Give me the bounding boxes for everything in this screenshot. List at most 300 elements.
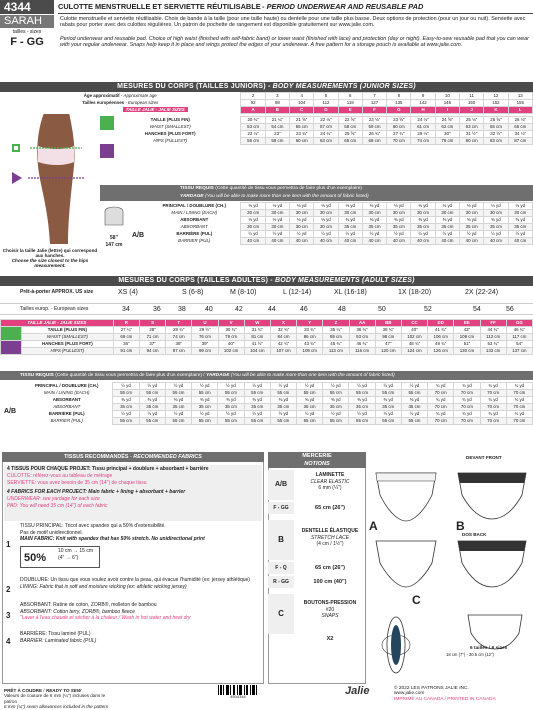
eu-cell: 150 — [460, 100, 484, 107]
row-label: TAILLE (PLUS FIN) — [21, 327, 113, 334]
cell: ¾ yd — [454, 383, 480, 390]
cell: 61 cm — [411, 124, 435, 131]
cell: 30 cm — [290, 210, 314, 217]
cell: 30 cm — [314, 224, 338, 231]
cell: 35 cm — [435, 224, 459, 231]
cell: 35 cm — [323, 404, 349, 411]
cell: 48 ¾" — [401, 341, 427, 348]
cell: 58 cm — [265, 138, 289, 145]
cell: 55 cm — [323, 390, 349, 397]
cell: ½ yd — [338, 231, 362, 238]
cell: 58 cm — [338, 124, 362, 131]
row-label: PRINCIPAL / DOUBLURE (CH.) — [34, 383, 99, 389]
front-label: DEVANT FRONT — [466, 455, 502, 460]
waist-label-en: WAIST (SMALLEST) — [100, 124, 241, 131]
hips-label-en: HIPS (FULLEST) — [100, 138, 241, 145]
choose-size-fr: Choisir la taille Jalie (lettre) qui correspond aux hanches. — [2, 248, 98, 259]
cell: 113 cm — [480, 334, 506, 341]
cell: 56 cm — [241, 138, 265, 145]
cell: 65 cm — [484, 124, 508, 131]
notion-snaps: BOUTONS-PRESSION #20 SNAPS — [303, 600, 357, 619]
cell: 36 ¾" — [349, 327, 375, 334]
age-cell: 7 — [362, 93, 386, 100]
cell: ⅜ yd — [139, 397, 165, 404]
eu-size: 38 — [178, 306, 186, 313]
eu-cell: 98 — [265, 100, 289, 107]
cell: 69 cm — [113, 334, 139, 341]
eu-size: 40 — [205, 306, 213, 313]
cell: 94 cm — [139, 348, 165, 355]
copyright: © 2022 LES PATRONS JALIE INC. www.jalie.com IMPRIMÉ AU CANADA / PRINTED IN CANADA — [394, 686, 496, 702]
table-row — [148, 224, 533, 231]
cell: ½ yd — [435, 231, 459, 238]
cell: 22 ⅛" — [314, 117, 338, 124]
cell: 70 cm — [506, 418, 532, 425]
eu-label: Tailles europ. - European sizes — [20, 306, 89, 312]
cell: Y — [297, 320, 323, 327]
cell: 102 cm — [218, 348, 244, 355]
junior-title-en: BODY MEASUREMENTS (JUNIOR SIZES) — [272, 83, 416, 90]
table-row — [100, 117, 533, 124]
diagram-b: B — [456, 519, 465, 533]
cell: 55 cm — [192, 418, 218, 425]
cell: 49 ¾" — [428, 341, 454, 348]
cell: GG — [506, 320, 532, 327]
us-size: L (12-14) — [283, 289, 312, 296]
cell: ½ yd — [192, 411, 218, 418]
cell: 25 ⅝" — [338, 131, 362, 138]
table-row — [0, 107, 533, 114]
cell: 35 cm — [270, 404, 296, 411]
diagram-a: A — [369, 519, 378, 533]
jalie-cell: E — [338, 107, 362, 114]
cell: 55 cm — [218, 390, 244, 397]
eu-size: 46 — [300, 306, 308, 313]
cell: 30 ¾" — [218, 327, 244, 334]
cell: 30 cm — [265, 210, 289, 217]
cell: 70 cm — [480, 390, 506, 397]
cell: ¾ yd — [428, 397, 454, 404]
cell: 55 cm — [270, 418, 296, 425]
cell: 35 cm — [387, 224, 411, 231]
eu-cell: 127 — [362, 100, 386, 107]
row-label: MAIN / LINING (EACH) — [148, 210, 241, 217]
cell: 70 cm — [480, 418, 506, 425]
fabrics-line: 4 TISSUS POUR CHAQUE PROJET: Tissu principal + doublure + absorbant + barrière — [7, 466, 209, 472]
hips-icon — [1, 341, 22, 355]
cell: 35 cm — [460, 224, 484, 231]
cell: 24 ⅝" — [435, 117, 459, 124]
title-sep: - — [262, 2, 267, 11]
eu-size: 44 — [268, 306, 276, 313]
cell: 32 ¾" — [270, 327, 296, 334]
row-label: BARRIER (PUL) — [21, 418, 113, 425]
cell: 35 cm — [113, 404, 139, 411]
eu-cell: 135 — [387, 100, 411, 107]
cell: 26 ¾" — [362, 131, 386, 138]
cell: 25 ⅝" — [484, 117, 508, 124]
row-label: WAIST (SMALLEST) — [21, 334, 113, 341]
cell: 30 cm — [435, 210, 459, 217]
cell: ¾ yd — [428, 383, 454, 390]
cell: ½ yd — [290, 231, 314, 238]
cell: ⅜ yd — [411, 217, 435, 224]
stretch-percent: 50% — [20, 546, 100, 568]
cell: ⅓ yd — [314, 203, 338, 210]
cell: ⅓ yd — [241, 203, 265, 210]
age-cell: 4 — [290, 93, 314, 100]
cell: 55 cm — [290, 124, 314, 131]
us-size: 1X (18-20) — [398, 289, 432, 296]
row-label: HANCHES (PLUS FORT) — [21, 341, 113, 348]
cell: 35 cm — [508, 224, 532, 231]
cell: 70 cm — [428, 418, 454, 425]
jalie-cell: D — [314, 107, 338, 114]
cell: ⅜ yd — [435, 217, 459, 224]
cell: 27 ¼" — [113, 327, 139, 334]
cell: ½ yd — [508, 231, 532, 238]
cell: CC — [401, 320, 427, 327]
cell: 137 cm — [506, 348, 532, 355]
cell: ½ yd — [244, 383, 270, 390]
cell: 130 cm — [454, 348, 480, 355]
cell: 55 cm — [139, 418, 165, 425]
jalie-cell: K — [484, 107, 508, 114]
cell: 43 ¾" — [297, 341, 323, 348]
cell: ½ yd — [218, 383, 244, 390]
cell: ⅜ yd — [244, 397, 270, 404]
cell: 81 cm — [244, 334, 270, 341]
cell: 30 cm — [484, 210, 508, 217]
cell: 24 ¾" — [314, 131, 338, 138]
cell: 41 ½" — [244, 341, 270, 348]
cell: 26 ⅛" — [508, 117, 532, 124]
cell: X — [270, 320, 296, 327]
cell: 55 cm — [296, 418, 322, 425]
cell: ⅜ yd — [270, 397, 296, 404]
fabric-width-cm: 147 cm — [105, 242, 123, 248]
notion-c: C — [268, 594, 294, 634]
cell: ½ yd — [296, 411, 322, 418]
cell: 55 cm — [270, 390, 296, 397]
cell: ⅓ yd — [338, 203, 362, 210]
eu-cell: 92 — [241, 100, 265, 107]
cell: 107 cm — [270, 348, 296, 355]
back-label: DOS BACK — [462, 532, 487, 537]
cell: 74 cm — [166, 334, 192, 341]
cell: 70 cm — [506, 404, 532, 411]
cell: 116 cm — [349, 348, 375, 355]
cell: 36" — [113, 341, 139, 348]
fabric-number: 2 — [6, 585, 11, 594]
cell: 62 cm — [435, 124, 459, 131]
cell: 70 cm — [454, 390, 480, 397]
cell: ⅓ yd — [411, 203, 435, 210]
table-row — [148, 231, 533, 238]
adult-ab-label: A/B — [4, 408, 17, 415]
cell: 35 ¼" — [323, 327, 349, 334]
cell: 76 cm — [435, 138, 459, 145]
cell: 31 ½" — [460, 131, 484, 138]
cell: 37" — [139, 341, 165, 348]
us-label: Prêt-à-porter APPROX. US size — [20, 289, 94, 295]
age-cell: 5 — [314, 93, 338, 100]
cell: ¾ yd — [454, 397, 480, 404]
cell: 46 ¾" — [349, 341, 375, 348]
jalie-cell: F — [362, 107, 386, 114]
eu-size: 34 — [122, 306, 130, 313]
cell: ⅜ yd — [401, 397, 427, 404]
jalie-cell: A — [241, 107, 265, 114]
row-label: ABSORBANT — [52, 397, 81, 403]
cell: ½ yd — [270, 411, 296, 418]
cell: 35 cm — [401, 404, 427, 411]
cell: ½ yd — [323, 383, 349, 390]
cell: 117 cm — [506, 334, 532, 341]
cell: 57 cm — [314, 124, 338, 131]
eu-cell: 152 — [484, 100, 508, 107]
cell: 84 cm — [270, 334, 296, 341]
adult-title-fr: MESURES DU CORPS (TAILLES ADULTES) — [118, 277, 269, 284]
cell: 60 cm — [290, 138, 314, 145]
fabric-2-text: DOUBLURE: Un tissu que vous voulez avoir contre la peau, qui évacue l'humidité (ex: jersey athlétique) LINING: Fabric that is soft and moisture wicking (ex: athletic wicking jersey) — [20, 577, 250, 590]
cell: EE — [454, 320, 480, 327]
cell: 34 ⅛" — [508, 131, 532, 138]
cell: 35 cm — [244, 404, 270, 411]
table-row — [21, 397, 533, 404]
row-label: ABSORBANT — [21, 404, 113, 411]
cell: 42 ¾" — [270, 341, 296, 348]
title-fr: CULOTTE MENSTRUELLE ET SERVIETTE RÉUTILISABLE — [58, 2, 261, 11]
cell: 35 cm — [165, 404, 191, 411]
cell: 30" — [435, 131, 459, 138]
table-row — [148, 238, 533, 245]
cell: ½ yd — [165, 383, 191, 390]
cell: 55 cm — [323, 418, 349, 425]
cell: 40 cm — [314, 238, 338, 245]
cell: U — [192, 320, 218, 327]
notion-fq: F - Q — [268, 562, 294, 574]
cell: 55 cm — [165, 390, 191, 397]
us-size: XS (4) — [118, 289, 138, 296]
description-fr: Culotte menstruelle et serviette réutilisable. Choix de bande à la taille (pour une taille haute) ou dentelle pour une taille plus basse. Deux options de protection (pour un jour ou nuit). Serviette avec rabats pour porter avec des culottes régulières. Un patron de pochette de rangement est disponible gratuitement sur www.jalie.com. — [60, 16, 526, 29]
cell: 23" — [265, 131, 289, 138]
cell: 30 cm — [241, 210, 265, 217]
junior-measure-table — [100, 116, 533, 145]
cell: ½ yd — [484, 231, 508, 238]
cell: AA — [349, 320, 375, 327]
table-row — [1, 320, 533, 327]
cell: 70 cm — [454, 418, 480, 425]
cell: FF — [480, 320, 506, 327]
cell: 21 ¼" — [265, 117, 289, 124]
cell: 30 cm — [314, 210, 338, 217]
table-row — [1, 327, 533, 334]
cell: ½ yd — [375, 383, 401, 390]
jalie-cell: J — [460, 107, 484, 114]
notion-dentelle: DENTELLE ÉLASTIQUE STRETCH LACE (4 cm / 1½") — [301, 528, 359, 547]
cell: 113 cm — [323, 348, 349, 355]
table-row — [100, 138, 533, 145]
fabric-number: 3 — [6, 611, 11, 620]
cell: 104 cm — [244, 348, 270, 355]
table-row — [21, 390, 533, 397]
cell: ⅓ yd — [387, 203, 411, 210]
diagram-c: C — [412, 593, 421, 607]
notion-fgg: F - GG — [268, 502, 294, 514]
cell: ⅜ yd — [296, 397, 322, 404]
cell: 23 ¾" — [290, 131, 314, 138]
pattern-name: SARAH — [0, 15, 54, 28]
cell: 32 ½" — [484, 131, 508, 138]
age-cell: 12 — [484, 93, 508, 100]
cell: 30 cm — [460, 210, 484, 217]
cell: 40 cm — [338, 238, 362, 245]
fabrics-line: SERVIETTE: vous avez besoin de 35 cm (14") de chaque tissu — [7, 480, 147, 486]
cell: 71 cm — [139, 334, 165, 341]
cell: ½ yd — [270, 383, 296, 390]
cell: 46 ¾" — [506, 327, 532, 334]
cell: 55 cm — [349, 390, 375, 397]
fabric-3-text: ABSORBANT: Ratine de coton, ZORB®, molleton de bambou ABSORBANT: Cotton terry, ZORB®, bamboo fleece "Laver à l'eau chaude et sécher à la chaleur / Wash in hot water and heat dry — [20, 602, 191, 621]
cell: 30 cm — [338, 210, 362, 217]
jalie-label: TAILLE JALIE - JALIE SIZES — [0, 107, 241, 114]
cell: ⅜ yd — [323, 397, 349, 404]
cell: 68 cm — [362, 138, 386, 145]
cell: ⅓ yd — [314, 217, 338, 224]
cell: ⅓ yd — [290, 217, 314, 224]
jalie-cell: C — [290, 107, 314, 114]
fabric-width: 58" — [110, 235, 118, 241]
table-row — [100, 131, 533, 138]
fabric-4-text: BARRIÈRE: Tissu laminé (PUL) BARRIER: Laminated fabric (PUL) — [20, 631, 97, 644]
cell: ¾ yd — [506, 411, 532, 418]
cell: 40 cm — [387, 238, 411, 245]
adult-eu-row — [0, 303, 533, 315]
cell: ⅓ yd — [460, 203, 484, 210]
stretch-guide: 10 cm → 15 cm (4" → 6") — [58, 548, 94, 561]
cell: 63 cm — [314, 138, 338, 145]
us-size: 2X (22-24) — [465, 289, 499, 296]
cell: ½ yd — [349, 383, 375, 390]
cell: ½ yd — [411, 231, 435, 238]
cell: ⅓ yd — [508, 203, 532, 210]
cell: 40 cm — [460, 238, 484, 245]
adult-yardage-header: TISSU REQUIS (Cette quantité de tissu vous permettra de faire plus d'un exemplaire) / YARDAGE (You will be able to make more than one item with the amount of fabric listed) — [0, 371, 533, 380]
cell: 59 cm — [362, 124, 386, 131]
table-row — [1, 341, 533, 348]
cell: 70 cm — [480, 404, 506, 411]
waist-marker — [100, 116, 114, 130]
cell: 23 ⅛" — [362, 117, 386, 124]
cell: 55 cm — [349, 418, 375, 425]
title-bar — [58, 0, 533, 14]
notion-rgg-length: 100 cm (40") — [313, 579, 347, 585]
cell: 55 cm — [139, 390, 165, 397]
cell: ¾ yd — [506, 397, 532, 404]
cell: 35 cm — [338, 224, 362, 231]
cell: 97 cm — [166, 348, 192, 355]
cell: 30 cm — [265, 224, 289, 231]
junior-ab-label: A/B — [132, 232, 145, 239]
row-label: HIPS (FULLEST) — [21, 348, 113, 355]
cell: ⅓ yd — [362, 203, 386, 210]
cell: 29 ½" — [192, 327, 218, 334]
cell: 124 cm — [401, 348, 427, 355]
row-label: MAIN / LINING (EACH) — [21, 390, 113, 397]
cell: 40 cm — [508, 238, 532, 245]
cell: 40 cm — [265, 238, 289, 245]
cell: 33 ¾" — [297, 327, 323, 334]
table-row — [1, 334, 533, 341]
cell: 55 cm — [218, 418, 244, 425]
fabric-1-text: TISSU PRINCIPAL: Tricot avec spandex qui a 50% d'extensibilité. Pas de motif unidirectionnel. MAIN FABRIC: Knit with spandex that has 50% stretch. No unidirectional print — [20, 523, 205, 542]
cell: 35 cm — [484, 224, 508, 231]
cell: 22 ⅝" — [338, 117, 362, 124]
cell: 44 ¾" — [480, 327, 506, 334]
cell: ½ yd — [401, 383, 427, 390]
cell: S — [139, 320, 165, 327]
cell: V — [218, 320, 244, 327]
junior-yardage-table — [148, 202, 533, 245]
cell: 55 cm — [375, 418, 401, 425]
cell: 27 ¾" — [387, 131, 411, 138]
cell: W — [244, 320, 270, 327]
notion-ab: A/B — [268, 470, 294, 500]
sizes-range: F - GG — [10, 36, 44, 48]
cell: 30 cm — [241, 224, 265, 231]
row-label: BARRIÈRE (PUL) — [176, 231, 213, 237]
cell: 35 cm — [362, 224, 386, 231]
cell: 35 cm — [411, 224, 435, 231]
cell: 54" — [506, 341, 532, 348]
choose-size-en: Choose the size closest to the hips measurement. — [11, 258, 89, 269]
row-label: PRINCIPAL / DOUBLURE (CH.) — [162, 203, 226, 209]
cell: 55 cm — [375, 390, 401, 397]
cell: R — [113, 320, 139, 327]
cell: 25 ⅛" — [460, 117, 484, 124]
cell: 30 cm — [290, 224, 314, 231]
hips-marker — [100, 144, 114, 158]
notion-laminette: LAMINETTE CLEAR ELASTIC 6 mm (¼") — [310, 472, 350, 491]
junior-size-table — [0, 92, 533, 114]
cell: ⅜ yd — [218, 397, 244, 404]
cell: ⅜ yd — [165, 397, 191, 404]
cell: ⅜ yd — [349, 397, 375, 404]
row-label: ABSORBANT — [180, 217, 209, 223]
eu-size: 52 — [424, 306, 432, 313]
cell: 126 cm — [428, 348, 454, 355]
table-row — [148, 203, 533, 210]
ready-to-sew: PRÊT À COUDRE / READY TO SEW Valeurs de couture de 6 mm (¼") incluses dans le patron 6 mm (¼") seam allowances included in the pattern — [4, 688, 109, 710]
pad-range: 18 cm (7") - 30.5 cm (12") — [446, 652, 494, 657]
cell: ½ yd — [192, 383, 218, 390]
cell: ⅓ yd — [241, 217, 265, 224]
cell: ⅓ yd — [290, 203, 314, 210]
cell: ¾ yd — [480, 411, 506, 418]
cell: 86 cm — [297, 334, 323, 341]
adult-title-en: BODY MEASUREMENTS (ADULT SIZES) — [274, 277, 415, 284]
age-cell: 2 — [241, 93, 265, 100]
adult-yardage-table — [21, 382, 533, 425]
cell: 63 cm — [460, 124, 484, 131]
cell: 40" — [401, 327, 427, 334]
cell: 60 cm — [387, 124, 411, 131]
cell: 70 cm — [428, 404, 454, 411]
cell: ¾ yd — [480, 397, 506, 404]
cell: 55 cm — [401, 390, 427, 397]
notions-title: MERCERIE NOTIONS — [268, 452, 366, 468]
